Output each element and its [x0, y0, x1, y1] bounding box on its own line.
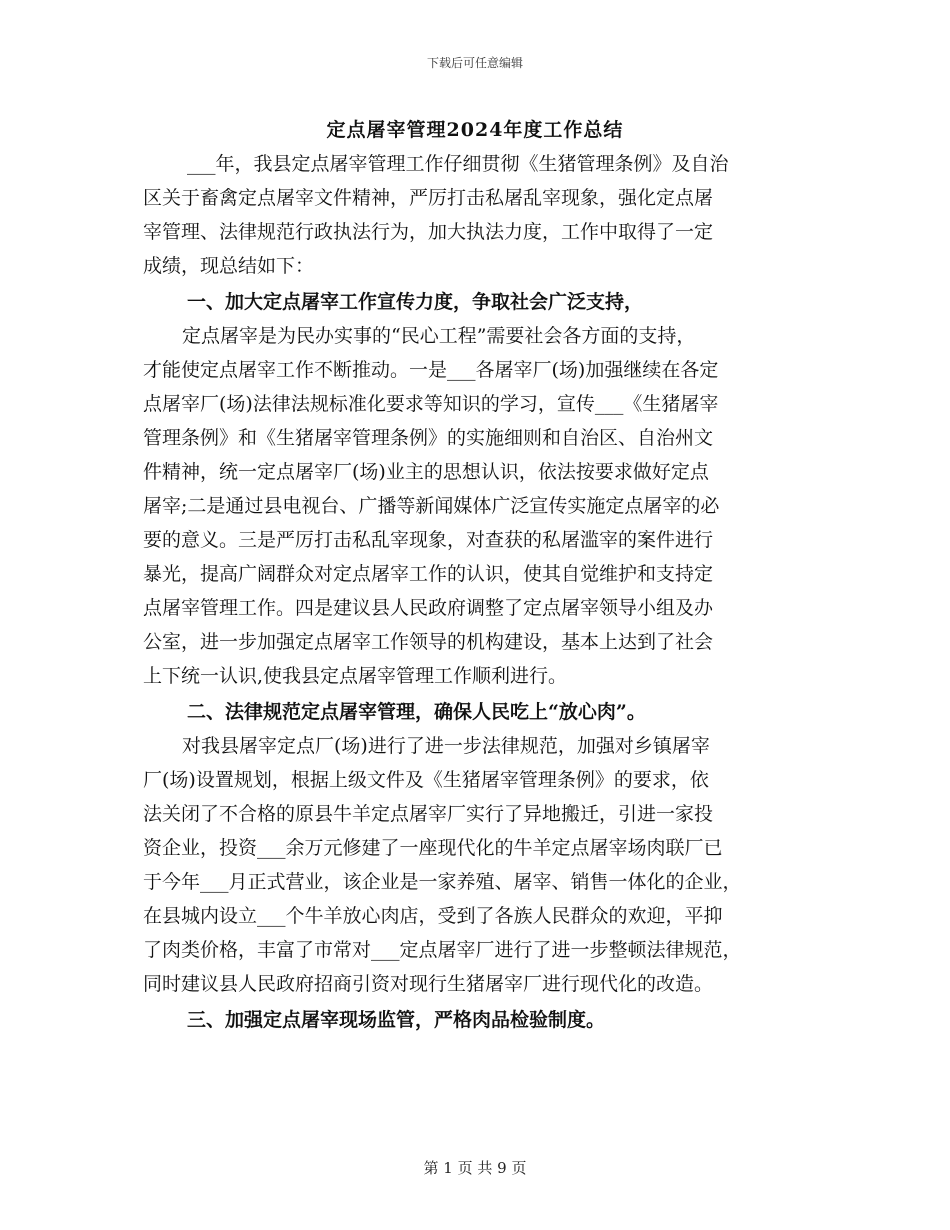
paragraph-line: ___年，我县定点屠宰管理工作仔细贯彻《生猪管理条例》及自治	[187, 153, 729, 175]
paragraph-line: 上下统一认识,使我县定点屠宰管理工作顺利进行。	[143, 665, 568, 687]
paragraph-line: 同时建议县人民政府招商引资对现行生猪屠宰厂进行现代化的改造。	[143, 973, 714, 995]
paragraph-line: 厂(场)设置规划，根据上级文件及《生猪屠宰管理条例》的要求，依	[143, 769, 709, 791]
paragraph-line: 区关于畜禽定点屠宰文件精神，严厉打击私屠乱宰现象，强化定点屠	[143, 187, 714, 209]
paragraph-line: 件精神，统一定点屠宰厂(场)业主的思想认识，依法按要求做好定点	[143, 461, 709, 483]
paragraph-line: 点屠宰管理工作。四是建议县人民政府调整了定点屠宰领导小组及办	[143, 597, 714, 619]
section-heading: 一、加大定点屠宰工作宣传力度，争取社会广泛支持，	[187, 291, 644, 313]
paragraph-line: 暴光，提高广阔群众对定点屠宰工作的认识，使其自觉维护和支持定	[143, 563, 714, 585]
paragraph-line: 了肉类价格，丰富了市常对___定点屠宰厂进行了进一步整顿法律规范，	[143, 939, 742, 961]
paragraph-line: 成绩，现总结如下：	[143, 255, 315, 277]
section-heading: 二、法律规范定点屠宰管理，确保人民吃上“放心肉”。	[187, 701, 646, 723]
paragraph-line: 法关闭了不合格的原县牛羊定点屠宰厂实行了异地搬迁，引进一家投	[143, 803, 714, 825]
paragraph-line: 屠宰;二是通过县电视台、广播等新闻媒体广泛宣传实施定点屠宰的必	[143, 495, 720, 517]
document-body	[143, 147, 813, 1037]
paragraph-line: 资企业，投资___余万元修建了一座现代化的牛羊定点屠宰场肉联厂已	[143, 837, 723, 859]
document-title: 定点屠宰管理2024年度工作总结	[326, 119, 624, 141]
paragraph-line: 公室，进一步加强定点屠宰工作领导的机构建设，基本上达到了社会	[143, 631, 714, 653]
page-number-footer: 第 1 页 共 9 页	[423, 1159, 527, 1177]
paragraph-line: 于今年___月正式营业，该企业是一家养殖、屠宰、销售一体化的企业，	[143, 871, 742, 893]
section-heading: 三、加强定点屠宰现场监管，严格肉品检验制度。	[187, 1009, 606, 1031]
paragraph-line: 才能使定点屠宰工作不断推动。一是___各屠宰厂(场)加强继续在各定	[143, 359, 719, 381]
paragraph-line: 宰管理、法律规范行政执法行为，加大执法力度，工作中取得了一定	[143, 221, 714, 243]
paragraph-line: 对我县屠宰定点厂(场)进行了进一步法律规范，加强对乡镇屠宰	[182, 735, 710, 757]
paragraph-line: 管理条例》和《生猪屠宰管理条例》的实施细则和自治区、自治州文	[143, 427, 714, 449]
paragraph-line: 在县城内设立___个牛羊放心肉店，受到了各族人民群众的欢迎，平抑	[143, 905, 723, 927]
paragraph-line: 要的意义。三是严厉打击私乱宰现象，对查获的私屠滥宰的案件进行	[143, 529, 714, 551]
paragraph-line: 定点屠宰是为民办实事的“民心工程”需要社会各方面的支持，	[182, 325, 696, 347]
page-header-note: 下载后可任意编辑	[426, 56, 523, 70]
paragraph-line: 点屠宰厂(场)法律法规标准化要求等知识的学习，宣传___《生猪屠宰	[143, 393, 719, 415]
